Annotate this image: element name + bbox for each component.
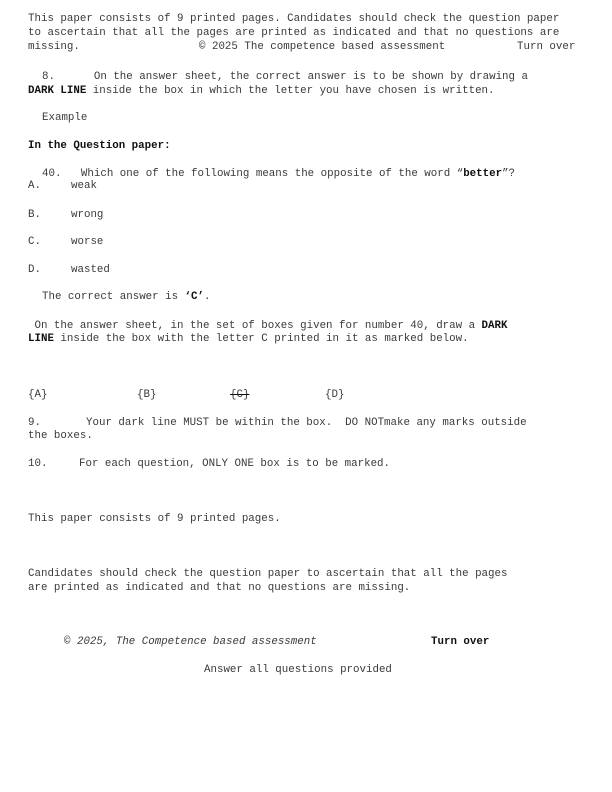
dark-line-emphasis: DARK LINE <box>28 85 87 97</box>
footer-check-line-1: Candidates should check the question paper to ascertain that all the pages <box>28 568 508 580</box>
instruction-9-number: 9. <box>28 417 41 429</box>
answer-box-b: {B} <box>137 389 157 401</box>
footer-turn-over: Turn over <box>431 636 490 648</box>
answer-all-instruction: Answer all questions provided <box>204 664 392 676</box>
answer-sheet-instruction-line-2: LINE inside the box with the letter C printed in it as marked below. <box>28 333 469 345</box>
header-notice-line-2: to ascertain that all the pages are printed as indicated and that no questions are <box>28 27 560 39</box>
instruction-9-text-2: the boxes. <box>28 430 93 442</box>
example-label: Example <box>42 112 88 124</box>
question-paper-heading: In the Question paper: <box>28 140 171 152</box>
keyword-better: better <box>463 168 503 180</box>
answer-box-a: {A} <box>28 389 48 401</box>
correct-answer-statement: The correct answer is ‘C’. <box>42 291 211 303</box>
option-a-text: weak <box>71 180 97 192</box>
instruction-10-number: 10. <box>28 458 48 470</box>
answer-box-c-marked: {C} <box>230 389 250 401</box>
instruction-10-text: For each question, ONLY ONE box is to be marked. <box>79 458 391 470</box>
header-notice-line-1: This paper consists of 9 printed pages. Candidates should check the question paper <box>28 13 560 25</box>
option-b: B. <box>28 209 41 221</box>
instruction-9-text: Your dark line MUST be within the box. DO NOTmake any marks outside <box>86 417 527 429</box>
answer-sheet-instruction-line-1: On the answer sheet, in the set of boxes given for number 40, draw a DARK <box>28 320 508 332</box>
instruction-8-number: 8. <box>42 71 55 83</box>
sample-question-number: 40. <box>42 168 62 180</box>
option-d: D. <box>28 264 41 276</box>
footer-copyright: © 2025, The Competence based assessment <box>64 636 317 648</box>
instruction-8-line-2: DARK LINE inside the box in which the letter you have chosen is written. <box>28 85 495 97</box>
header-turn-over: Turn over <box>517 41 576 53</box>
option-c-text: worse <box>71 236 104 248</box>
header-notice-line-3 <box>28 41 80 54</box>
footer-pages-note: This paper consists of 9 printed pages. <box>28 513 281 525</box>
correct-answer-letter: ‘C’ <box>184 291 204 303</box>
option-d-text: wasted <box>71 264 110 276</box>
header-missing: missing. <box>28 41 80 53</box>
instruction-8-line-1: 8. On the answer sheet, the correct answer is to be shown by drawing a <box>42 71 528 83</box>
footer-check-line-2: are printed as indicated and that no questions are missing. <box>28 582 411 594</box>
header-copyright: © 2025 The competence based assessment <box>199 41 446 53</box>
option-c: C. <box>28 236 41 248</box>
option-a: A. <box>28 180 41 192</box>
answer-box-d: {D} <box>325 389 345 401</box>
sample-question: 40. Which one of the following means the opposite of the word “better”? <box>42 168 516 180</box>
option-b-text: wrong <box>71 209 104 221</box>
